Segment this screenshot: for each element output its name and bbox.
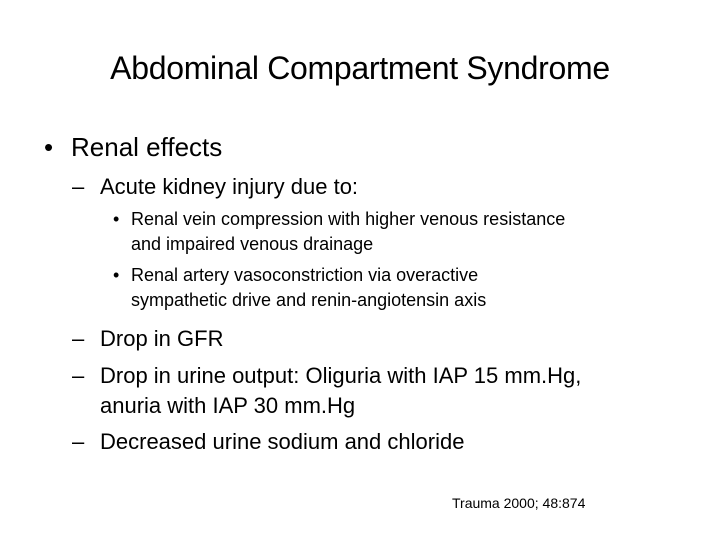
bullet-text: Renal effects bbox=[71, 132, 223, 162]
dash-icon: – bbox=[72, 363, 85, 388]
subsub-text-line1: Renal vein compression with higher venous resistance bbox=[131, 209, 566, 229]
bullet-icon: • bbox=[44, 132, 54, 162]
subsub-text-line2: and impaired venous drainage bbox=[131, 234, 374, 254]
dash-icon: – bbox=[72, 429, 85, 454]
subsub-text-line1: Renal artery vasoconstriction via overactive bbox=[131, 265, 479, 285]
dash-icon: – bbox=[72, 174, 85, 199]
citation: Trauma 2000; 48:874 bbox=[452, 495, 586, 511]
subbullet-text-line1: Drop in urine output: Oliguria with IAP 15 mm.Hg, bbox=[100, 363, 582, 388]
subbullet-text: Acute kidney injury due to: bbox=[100, 174, 359, 199]
subbullet-text: Drop in GFR bbox=[100, 326, 224, 351]
slide-title: Abdominal Compartment Syndrome bbox=[110, 50, 610, 86]
subbullet-text-line2: anuria with IAP 30 mm.Hg bbox=[100, 393, 356, 418]
bullet-icon: • bbox=[113, 209, 120, 229]
dash-icon: – bbox=[72, 326, 85, 351]
subbullet-text: Decreased urine sodium and chloride bbox=[100, 429, 465, 454]
bullet-icon: • bbox=[113, 265, 120, 285]
subsub-text-line2: sympathetic drive and renin-angiotensin axis bbox=[131, 290, 487, 310]
